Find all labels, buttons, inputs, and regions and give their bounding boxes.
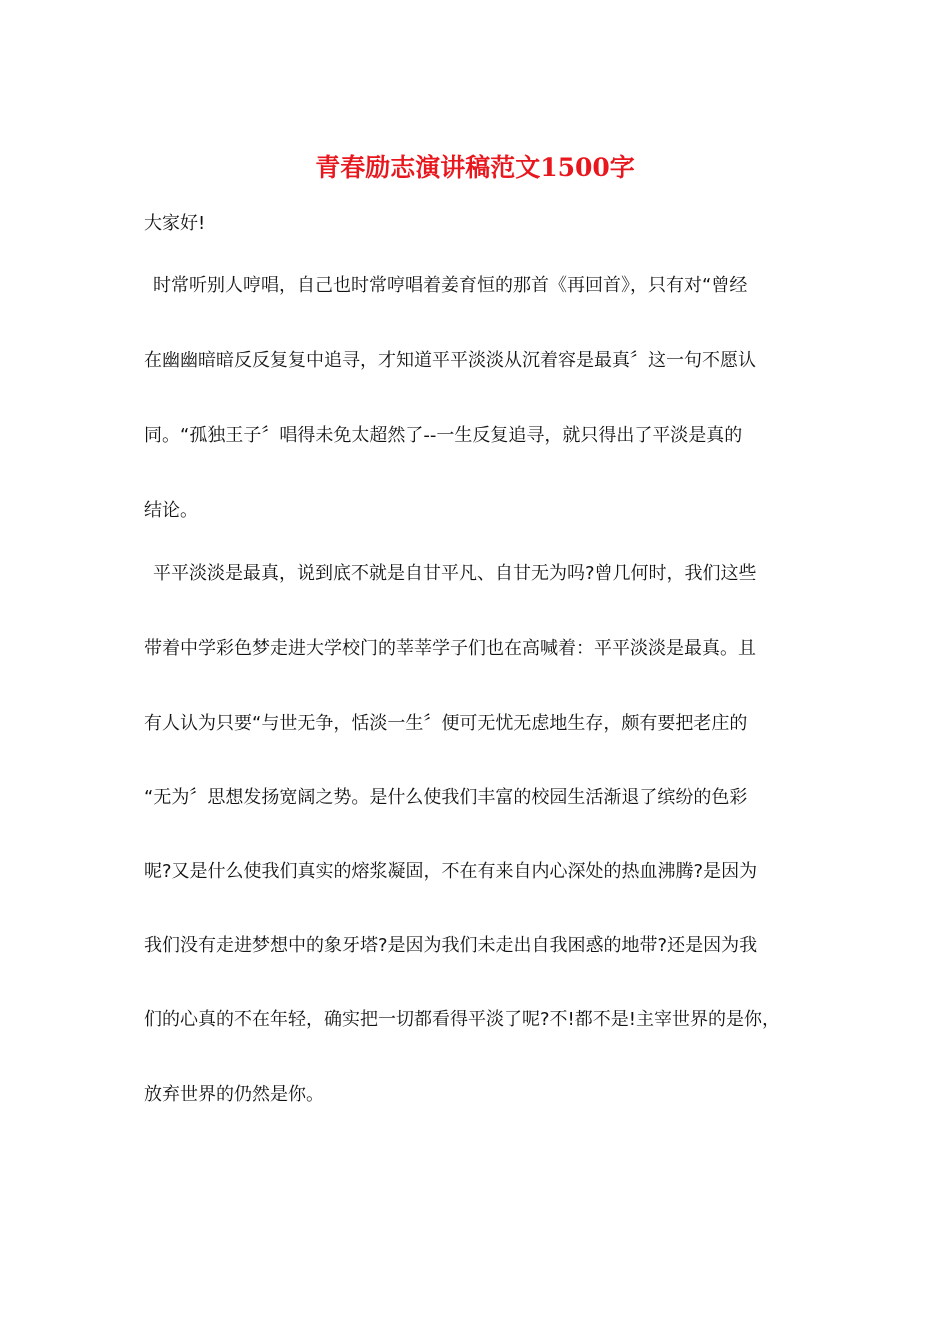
- paragraph-line: 同。“孤独王子〞唱得未免太超然了--一生反复追寻，就只得出了平淡是真的: [144, 425, 743, 446]
- paragraph-line: 在幽幽暗暗反反复复中追寻，才知道平平淡淡从沉着容是最真〞这一句不愿认: [144, 350, 756, 371]
- greeting: 大家好!: [144, 213, 206, 234]
- paragraph-line: 放弃世界的仍然是你。: [144, 1084, 324, 1105]
- paragraph-line: 我们没有走进梦想中的象牙塔?是因为我们未走出自我困惑的地带?还是因为我: [144, 935, 758, 956]
- paragraph-line: 们的心真的不在年轻，确实把一切都看得平淡了呢?不!都不是!主宰世界的是你，: [144, 1009, 780, 1030]
- paragraph-line: 平平淡淡是最真，说到底不就是自甘平凡、自甘无为吗?曾几何时，我们这些: [153, 563, 757, 584]
- paragraph-line: 有人认为只要“与世无争，恬淡一生〞便可无忧无虑地生存，颇有要把老庄的: [144, 713, 748, 734]
- paragraph-line: 时常听别人哼唱，自己也时常哼唱着姜育恒的那首《再回首》，只有对“曾经: [153, 275, 748, 296]
- paragraph-line: 结论。: [144, 500, 198, 521]
- paragraph-line: 呢?又是什么使我们真实的熔浆凝固，不在有来自内心深处的热血沸腾?是因为: [144, 861, 758, 882]
- paragraph-line: 带着中学彩色梦走进大学校门的莘莘学子们也在高喊着：平平淡淡是最真。且: [144, 638, 756, 659]
- paragraph-line: “无为〞思想发扬宽阔之势。是什么使我们丰富的校园生活渐退了缤纷的色彩: [144, 787, 748, 808]
- document-title: 青春励志演讲稿范文1500字: [315, 153, 635, 182]
